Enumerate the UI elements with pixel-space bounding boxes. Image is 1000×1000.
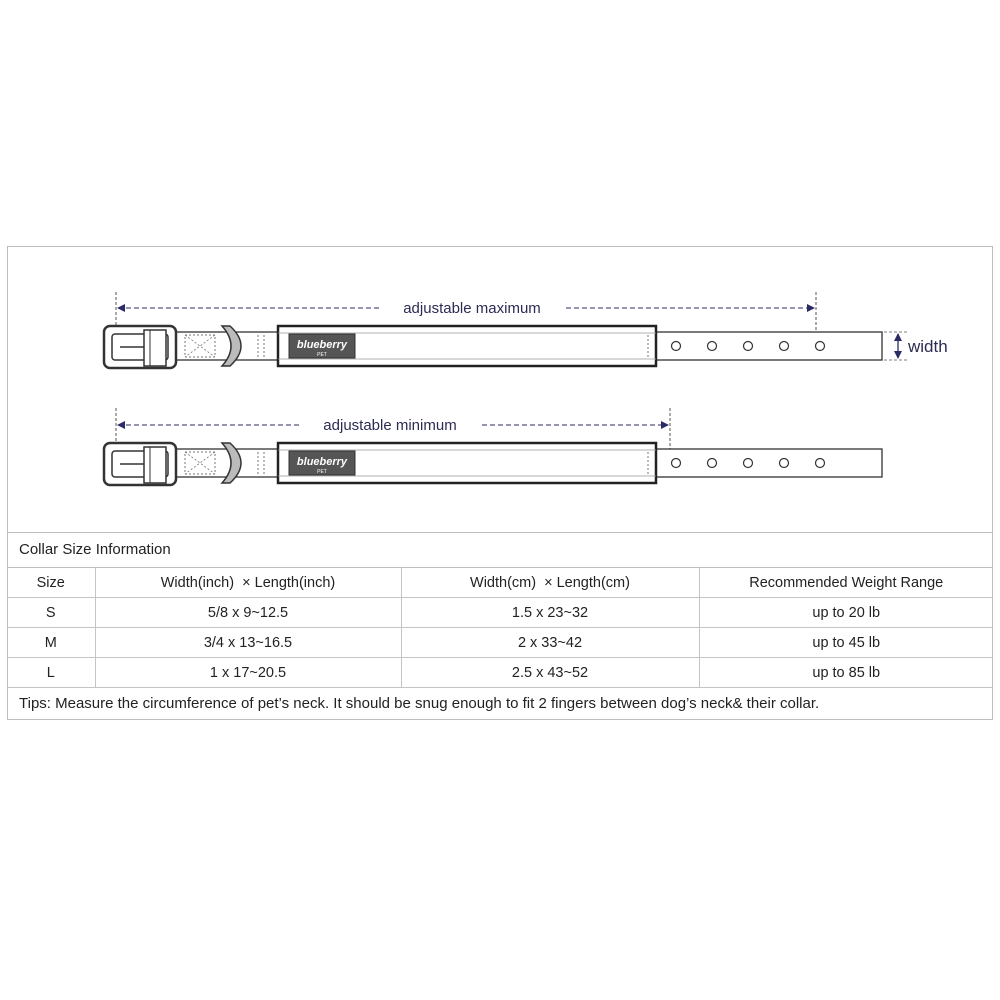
cell-inch: 1 x 17~20.5 [95, 658, 401, 688]
cell-size: M [7, 628, 95, 658]
header-cm: Width(cm) × Length(cm) [401, 568, 699, 598]
cell-inch: 3/4 x 13~16.5 [95, 628, 401, 658]
brand-sub: PET [317, 352, 327, 358]
brand-name: blueberry [296, 456, 348, 468]
stitch-box-icon [185, 452, 215, 474]
cell-weight: up to 85 lb [699, 658, 993, 688]
collar-minimum [104, 408, 882, 485]
cell-size: S [7, 598, 95, 628]
min-label: adjustable minimum [323, 417, 457, 434]
table-header-row [7, 568, 993, 598]
width-label: width [908, 337, 948, 356]
cell-cm: 1.5 x 23~32 [401, 598, 699, 628]
size-info-section [7, 532, 993, 720]
size-table [7, 567, 993, 688]
table-row [7, 598, 993, 628]
cell-cm: 2.5 x 43~52 [401, 658, 699, 688]
brand-logo [289, 451, 355, 475]
buckle-icon [104, 443, 176, 485]
brand-logo [289, 334, 355, 358]
brand-name: blueberry [296, 339, 348, 351]
stitch-box-icon [185, 335, 215, 357]
tips-text: Tips: Measure the circumference of pet’s neck. It should be snug enough to fit 2 fingers between dog’s neck& their collar. [19, 695, 820, 712]
collar-maximum [104, 292, 948, 368]
cell-weight: up to 20 lb [699, 598, 993, 628]
cell-cm: 2 x 33~42 [401, 628, 699, 658]
header-weight: Recommended Weight Range [699, 568, 993, 598]
header-inch: Width(inch) × Length(inch) [95, 568, 401, 598]
size-info-title: Collar Size Information [19, 541, 171, 558]
cell-weight: up to 45 lb [699, 628, 993, 658]
cell-inch: 5/8 x 9~12.5 [95, 598, 401, 628]
max-label: adjustable maximum [403, 300, 541, 317]
table-row [7, 658, 993, 688]
buckle-icon [104, 326, 176, 368]
cell-size: L [7, 658, 95, 688]
table-row [7, 628, 993, 658]
brand-sub: PET [317, 469, 327, 475]
header-size: Size [7, 568, 95, 598]
